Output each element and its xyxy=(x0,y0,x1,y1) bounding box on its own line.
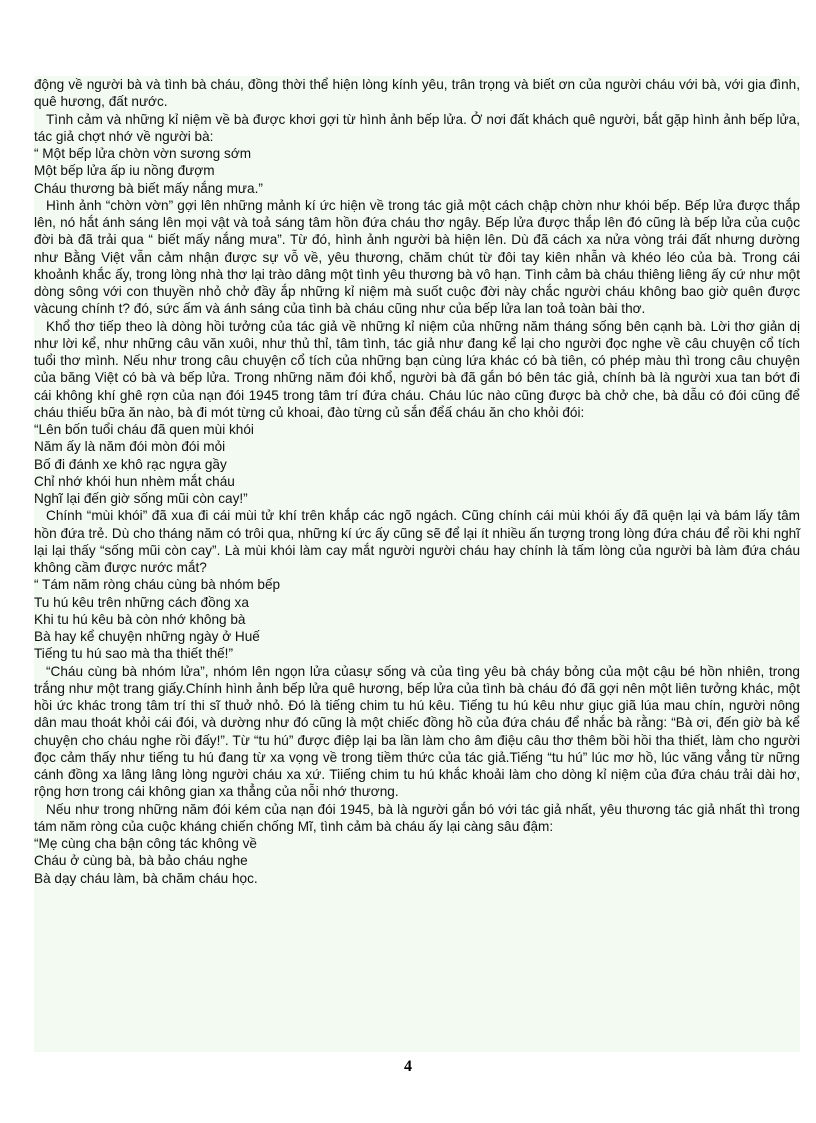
poem-line: Bà dạy cháu làm, bà chăm cháu học. xyxy=(34,870,258,886)
page-number: 4 xyxy=(404,1058,412,1075)
poem-line: Một bếp lửa ấp iu nồng đượm xyxy=(34,163,215,179)
poem-line: Chỉ nhớ khói hun nhèm mắt cháu xyxy=(34,473,235,489)
paragraph: Hình ảnh “chờn vờn” gợi lên những mảnh kí ức hiện về trong tác giả một cách chập chờn như khói bếp. Bếp lửa được thắp lên, nó hắt ánh sáng lên mọi vật và toả sáng tâm hồn đứa cháu thơ ngây. Bếp lửa được thắp lên đó cũng là bếp lửa của cuộc đời bà đã trải qua “ biết mấy nắng mưa”. Từ đó, hình ảnh người bà hiện lên. Dù đã cách xa nửa vòng trái đất nhưng dường như Bằng Việt vẫn cảm nhận được sự vỗ về, yêu thương, chăm chút từ đôi tay kiên nhẫn và khéo léo của bà. Trong cái khoảnh khắc ấy, trong lòng nhà thơ lại trào dâng một tình yêu thương bà vô hạn. Tình cảm bà cháu thiêng liêng ấy cứ như một dòng sông với con thuyền nhỏ chở đầy ắp những kỉ niệm mà suốt cuộc đời này chắc người cháu không bao giờ quên được vàcung chính t? đó, sức ấm và ánh sáng của tình bà cháu cũng như của bếp lửa lan toả toàn bài thơ. xyxy=(34,197,800,317)
poem-line: Bố đi đánh xe khô rạc ngựa gầy xyxy=(34,456,227,472)
poem-line: “Mẹ cùng cha bận công tác không về xyxy=(34,836,257,851)
poem-line: Nghĩ lại đến giờ sống mũi còn cay!” xyxy=(34,491,248,506)
main-text-area xyxy=(34,76,800,1052)
poem-line: Tu hú kêu trên những cách đồng xa xyxy=(34,594,249,610)
paragraph: “Cháu cùng bà nhóm lửa”, nhóm lên ngọn lửa củasự sống và của tìng yêu bà cháy bỏng của một cậu bé hồn nhiên, trong trắng như một trang giấy.Chính hình ảnh bếp lửa quê hương, bếp lửa của tình bà cháu đó đã gợi nên một liên tưởng khác, một hồi ức khác trong tâm trí thi sĩ thuở nhỏ. Đó là tiếng chim tu hú kêu. Tiếng tu hú kêu như giục giã lúa mau chín, người nông dân mau thoát khỏi cái đói, và dường như đó cũng là một chiếc đồng hồ của đứa cháu để nhắc bà rằng: “Bà ơi, đến giờ bà kể chuyện cho cháu nghe rồi đấy!”. Từ “tu hú” được điệp lại ba lần làm cho âm điệu câu thơ thêm bồi hồi tha thiết, làm cho người đọc cảm thấy như tiếng tu hú đang từ xa vọng về trong tiềm thức của tác giả.Tiếng “tu hú” lúc mơ hồ, lúc văng vẳng từ nững cánh đồng xa lâng lâng lòng người cháu xa xứ. Tiiếng chim tu hú khắc khoải làm cho dòng kỉ niệm của đứa cháu trải dài hơ, rộng hơn trong cái không gian xa thẳng của nỗi nhớ thương. xyxy=(34,663,800,800)
poem-line: Cháu thương bà biết mấy nắng mưa.” xyxy=(34,180,263,196)
poem-line: “ Một bếp lửa chờn vờn sương sớm xyxy=(34,146,252,161)
paragraph: động về người bà và tình bà cháu, đồng thời thể hiện lòng kính yêu, trân trọng và biết ơn của người cháu với bà, với gia đình, quê hương, đất nước. xyxy=(34,77,800,110)
paragraph: Nếu như trong những năm đói kém của nạn đói 1945, bà là người gắn bó với tác giả nhất, yêu thương tác giả nhất thì trong tám năm ròng của cuộc kháng chiến chống Mĩ, tình cảm bà cháu ấy lại càng sâu đậm: xyxy=(34,801,800,834)
poem-line: Năm ấy là năm đói mòn đói mỏi xyxy=(34,439,226,455)
paragraph: Tình cảm và những kỉ niệm về bà được khơi gợi từ hình ảnh bếp lửa. Ở nơi đất khách quê người, bắt gặp hình ảnh bếp lửa, tác giả chợt nhớ về người bà: xyxy=(34,111,800,144)
paragraph: Khổ thơ tiếp theo là dòng hồi tưởng của tác giả về những kỉ niệm của những năm tháng sống bên cạnh bà. Lời thơ giản dị như lời kể, như những câu văn xuôi, như thủ thỉ, tâm tình, tác giả như đang kể lại cho người đọc nghe về câu chuyện cổ tích tuổi thơ mình. Nếu như trong câu chuyện cổ tích của những bạn cùng lứa khác có bà tiên, có phép màu thì trong câu chuyện của băng Việt có bà và bếp lửa. Trong những năm đói khổ, người bà đã gắn bó bên tác giả, chính bà là người xua tan bớt đi cái không khí ghê rợn của nạn đói 1945 trong tâm trí đứa cháu. Cháu lúc nào cũng được bà chở che, bà dẫu có đói cũng để cháu thiếu bữa ăn nào, bà đi mót từng củ khoai, đào từng củ sắn đểấ cháu ăn cho khỏi đói: xyxy=(34,318,800,420)
poem-line: Khi tu hú kêu bà còn nhớ không bà xyxy=(34,611,246,627)
poem-line: Bà hay kể chuyện những ngày ở Huế xyxy=(34,629,260,644)
poem-line: “ Tám năm ròng cháu cùng bà nhóm bếp xyxy=(34,577,281,593)
poem-line: “Lên bốn tuổi cháu đã quen mùi khói xyxy=(34,422,254,437)
poem-line: Tiếng tu hú sao mà tha thiết thế!” xyxy=(34,646,233,662)
paragraph: Chính “mùi khói” đã xua đi cái mùi tử khí trên khắp các ngõ ngách. Cũng chính cái mùi khói ấy đã quện lại và bám lấy tâm hồn đứa trẻ. Dù cho tháng năm có trôi qua, những kí ức ấy cũng sẽ để lại ít nhiều ấn tượng trong lòng đứa cháu để rồi khi nghĩ lại lại thấy “sống mũi còn cay”. Là mùi khói làm cay mắt người người cháu hay chính là tấm lòng của người bà làm đứa cháu không cầm được nước mắt? xyxy=(34,508,800,575)
poem-line: Cháu ở cùng bà, bà bảo cháu nghe xyxy=(34,853,248,869)
